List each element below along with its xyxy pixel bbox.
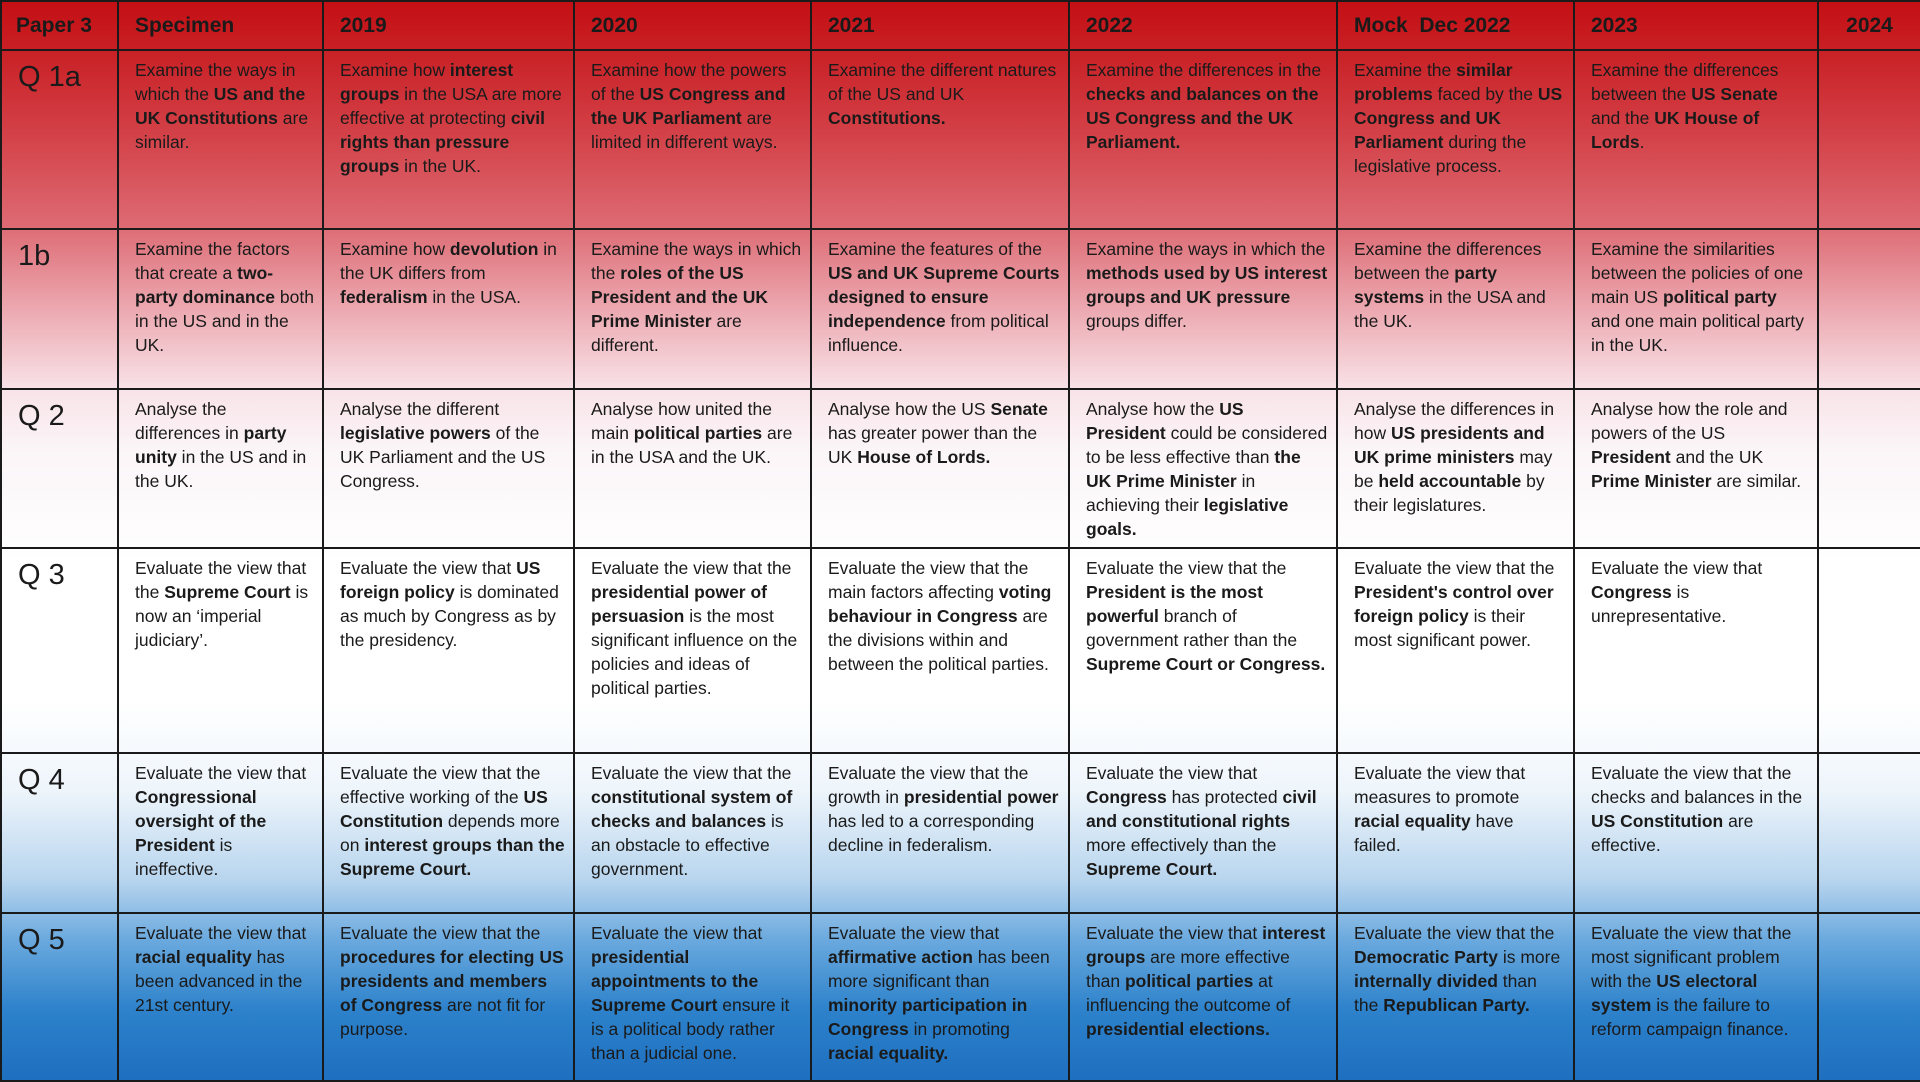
question-text: Evaluate the view that measures to promote [1354,763,1531,807]
question-text-bold: party unity [135,423,292,467]
question-text: has protected [1166,787,1283,807]
question-text: ensure it is a political body rather than a judicial one. [591,995,795,1063]
header-cell-2024: 2024 [1818,1,1920,50]
question-text: are limited in different ways. [591,108,778,152]
question-cell-2021 [811,753,1069,913]
question-text: Examine the factors that create a [135,239,295,283]
header-cell-2023: 2023 [1574,1,1818,50]
question-text-bold: held accountable [1378,471,1522,491]
question-text-bold: roles of the US President and the UK Prime Minister [591,263,773,331]
question-text: Evaluate the view that the growth in [828,763,1034,807]
question-text: has been more significant than [828,947,1055,991]
question-cell-2019 [323,913,574,1081]
question-text: Evaluate the view that the [135,558,312,602]
question-label: Q 5 [1,913,118,1081]
question-cell-2020 [574,229,811,389]
question-cell-2020 [574,389,811,548]
question-cell-2020 [574,548,811,753]
header-cell-specimen: Specimen [118,1,323,50]
question-text: and one main political party in the UK. [1591,287,1809,355]
question-cell-2024 [1818,913,1920,1081]
question-text: Evaluate the view that [135,923,312,943]
question-text: is an obstacle to effective government. [591,811,789,879]
question-text-bold: legislative powers [340,423,491,443]
header-cell-mock-dec-2022: Mock Dec 2022 [1337,1,1574,50]
question-text-bold: Congress [1591,582,1672,602]
question-cell-2024 [1818,389,1920,548]
question-text: Evaluate the view that the [340,923,546,943]
question-text: and the [1591,84,1783,128]
question-text-bold: political party [1662,287,1777,307]
question-cell-2024 [1818,50,1920,229]
question-text-bold: US Congress and UK Parliament [1354,84,1568,152]
question-text: Analyse how the role and powers of the US [1591,399,1793,443]
question-text-bold: affirmative action [828,947,973,967]
question-cell-2021 [811,389,1069,548]
question-text: Examine the similarities between the policies of one main US [1591,239,1808,307]
question-cell-2022 [1069,548,1337,753]
question-text: are in the USA and the UK. [591,423,798,467]
question-text-bold: the UK Prime Minister [1086,447,1306,491]
question-text: at influencing the outcome of [1086,971,1296,1015]
question-text: is now an ‘imperial judiciary’. [135,582,313,650]
question-text: Examine the features of the [828,239,1047,259]
question-text: Evaluate the view that [1591,558,1768,578]
question-text-bold: civil rights than pressure groups [340,108,550,176]
question-cell-2024 [1818,229,1920,389]
question-cell-specimen [118,229,323,389]
question-text-bold: internally divided [1354,971,1498,991]
question-text: Evaluate the view that the most significant problem with the [1591,923,1797,991]
question-text-bold: political parties [1124,971,1254,991]
question-text-bold: civil and constitutional rights [1086,787,1322,831]
question-cell-2019 [323,753,574,913]
question-cell-2023 [1574,913,1818,1081]
question-text: are similar. [135,108,313,152]
question-text-bold: President [1591,447,1671,467]
question-text-bold: two-party dominance [135,263,276,307]
question-cell-2022 [1069,50,1337,229]
question-text-bold: US and the UK Constitutions [135,84,311,128]
question-text-bold: methods used by US interest groups and UK pressure [1086,263,1333,307]
header-cell-2021: 2021 [811,1,1069,50]
question-text: Evaluate the view that [1086,923,1263,943]
question-cell-2023 [1574,389,1818,548]
question-text-bold: procedures for electing US presidents and members of Congress [340,947,569,1015]
question-text: Evaluate the view that the main factors affecting [828,558,1034,602]
question-text: is the failure to reform campaign finance. [1591,995,1789,1039]
question-text-bold: racial equality. [828,1043,949,1063]
question-cell-2022 [1069,229,1337,389]
question-text: of the UK Parliament and the US Congress. [340,423,551,491]
question-text: in the USA and the UK. [1354,287,1551,331]
question-text: in the USA are more effective at protecting [340,84,567,128]
question-cell-specimen [118,50,323,229]
question-text: groups differ. [1086,287,1296,331]
question-label: Q 2 [1,389,118,548]
question-text-bold: checks and balances on the US Congress and the UK Parliament. [1086,84,1324,152]
question-cell-2019 [323,50,574,229]
question-text: Evaluate the view that the [1086,558,1292,578]
question-text-bold: US presidents and UK prime ministers [1354,423,1550,467]
question-text-bold: US Constitution [1591,811,1724,831]
question-text: has led to a corresponding decline in federalism. [828,787,1064,855]
question-text: could be considered to be less effective than [1086,423,1333,467]
question-text: Analyse how united the main [591,399,777,443]
question-cell-mock-dec-2022 [1337,548,1574,753]
question-cell-mock-dec-2022 [1337,389,1574,548]
question-text: Evaluate the view that the [1354,558,1560,578]
question-cell-mock-dec-2022 [1337,753,1574,913]
question-cell-specimen [118,389,323,548]
question-label: Q 1a [1,50,118,229]
question-text-bold: House of Lords. [857,447,991,467]
question-row-q5 [1,913,1920,1081]
question-text-bold: Congress [1086,787,1167,807]
question-text-bold: federalism [340,287,428,307]
question-cell-2020 [574,753,811,913]
question-text: are the divisions within and between the political parties. [828,606,1053,674]
question-text-bold: political parties [633,423,763,443]
question-text: Evaluate the view that [591,923,768,943]
question-text: Examine the differences between the [1591,60,1784,104]
question-cell-2022 [1069,389,1337,548]
question-text: is dominated as much by Congress as by the presidency. [340,582,564,650]
question-row-q4 [1,753,1920,913]
question-text-bold: minority participation in Congress [828,995,1033,1039]
question-text-bold: US foreign policy [340,558,546,602]
question-row-q3 [1,548,1920,753]
question-text: Analyse how the [1086,399,1220,419]
question-text-bold: Supreme Court. [1086,859,1218,879]
question-cell-2019 [323,229,574,389]
question-text: Examine the [1354,60,1457,80]
question-text: and the UK [1670,447,1769,467]
question-text-bold: Constitutions. [828,108,946,128]
question-cell-2022 [1069,913,1337,1081]
question-text: in the UK. [399,156,482,176]
question-text: is ineffective. [135,835,238,879]
question-cell-2019 [323,548,574,753]
question-text: has been advanced in the 21st century. [135,947,308,1015]
question-text: Examine the differences between the [1354,239,1547,283]
question-cell-2020 [574,913,811,1081]
question-cell-2023 [1574,229,1818,389]
header-cell-2020: 2020 [574,1,811,50]
question-text: faced by the [1432,84,1538,104]
question-row-q1a [1,50,1920,229]
question-text: Examine the ways in which the [591,239,806,283]
question-text-bold: US President [1086,399,1249,443]
question-text: Evaluate the view that [135,763,312,783]
question-cell-2021 [811,913,1069,1081]
question-text: Examine how [340,60,450,80]
question-text: in achieving their [1086,471,1261,515]
question-cell-2024 [1818,548,1920,753]
question-text-bold: constitutional system of checks and balances [591,787,798,831]
question-text: more effectively than the [1086,811,1296,855]
question-text-bold: interest groups than the Supreme Court. [340,835,570,879]
question-text: Evaluate the view that the [1354,923,1560,943]
question-text: from political influence. [828,311,1054,355]
question-text-bold: racial equality [135,947,252,967]
question-cell-2019 [323,389,574,548]
question-text: Evaluate the view that the [591,763,797,783]
header-cell-2019: 2019 [323,1,574,50]
question-text-bold: presidential appointments to the Supreme Court [591,947,764,1015]
question-text: Examine the different natures of the US and UK [828,60,1062,104]
question-cell-specimen [118,753,323,913]
question-text: are more effective than [1086,947,1295,991]
question-text: both in the US and in the UK. [135,287,319,355]
header-cell-paper: Paper 3 [1,1,118,50]
question-text: is their most significant power. [1354,606,1532,650]
question-text: during the legislative process. [1354,132,1532,176]
question-text-bold: devolution [449,239,539,259]
question-text: by their legislatures. [1354,471,1550,515]
question-text: in the US and in the UK. [135,447,312,491]
question-text-bold: Supreme Court [164,582,291,602]
question-text-bold: President is the most powerful [1086,582,1268,626]
question-text-bold: UK House of Lords [1591,108,1765,152]
question-text-bold: Republican Party. [1383,995,1530,1015]
question-text: are not fit for purpose. [340,995,551,1039]
question-text-bold: presidential elections. [1086,1019,1270,1039]
question-text: Analyse the different [340,399,505,419]
question-text: has greater power than the UK [828,399,1053,467]
question-text: Examine the differences in the [1086,60,1326,80]
header-row [1,1,1920,50]
question-text-bold: legislative goals. [1086,495,1294,539]
question-text: Evaluate the view that the checks and balances in the [1591,763,1807,807]
question-text-bold: Senate [990,399,1048,419]
question-text: than the [1354,971,1542,1015]
question-text: is more [1497,947,1566,967]
question-cell-mock-dec-2022 [1337,229,1574,389]
question-text: is unrepresentative. [1591,582,1727,626]
question-text: Examine how the powers of the [591,60,792,104]
question-text: are different. [591,311,747,355]
question-text: in promoting [908,1019,1015,1039]
question-cell-specimen [118,548,323,753]
question-text-bold: President's control over foreign policy [1354,582,1559,626]
question-text-bold: presidential power of persuasion [591,582,772,626]
question-text-bold: presidential power [903,787,1059,807]
question-text: Analyse the differences in [135,399,244,443]
question-text: Examine the ways in which the [1086,239,1331,259]
question-text: . [1639,132,1645,152]
question-text: Examine how [340,239,450,259]
question-text-bold: US Constitution [340,787,553,831]
question-text-bold: similar problems [1354,60,1518,104]
question-text: may be [1354,447,1558,491]
question-cell-2023 [1574,50,1818,229]
question-text-bold: US electoral system [1591,971,1763,1015]
header-cell-2022: 2022 [1069,1,1337,50]
question-cell-2021 [811,229,1069,389]
question-cell-specimen [118,913,323,1081]
question-text: are similar. [1711,471,1802,491]
question-label: Q 4 [1,753,118,913]
question-text-bold: US Congress and the UK Parliament [591,84,791,128]
question-label: Q 3 [1,548,118,753]
question-cell-2021 [811,50,1069,229]
question-text: in the UK differs from [340,239,562,283]
question-label: 1b [1,229,118,389]
question-cell-2022 [1069,753,1337,913]
question-cell-2021 [811,548,1069,753]
question-text-bold: US and UK Supreme Courts designed to ensure independence [828,263,1065,331]
question-text-bold: racial equality [1354,811,1471,831]
question-text-bold: Democratic Party [1354,947,1498,967]
question-text: are effective. [1591,811,1759,855]
question-text: depends more on [340,811,565,855]
question-text: Analyse the differences in how [1354,399,1559,443]
question-cell-mock-dec-2022 [1337,913,1574,1081]
question-text: Analyse how the US [828,399,991,419]
question-text: Evaluate the view that [1086,763,1263,783]
question-text-bold: interest groups [340,60,519,104]
question-text: Evaluate the view that [828,923,1005,943]
question-text-bold: Congressional oversight of the President [135,787,272,855]
question-cell-2020 [574,50,811,229]
question-cell-2024 [1818,753,1920,913]
question-text: in the USA. [427,287,521,307]
question-text-bold: Supreme Court or Congress. [1086,654,1326,674]
question-text: have failed. [1354,811,1519,855]
question-text-bold: voting behaviour in Congress [828,582,1057,626]
question-text-bold: US Senate [1691,84,1778,104]
question-cell-2023 [1574,753,1818,913]
question-text-bold: party systems [1354,263,1502,307]
question-text-bold: interest groups [1086,923,1331,967]
question-text: is the most significant influence on the policies and ideas of political parties. [591,606,803,698]
question-row-q2 [1,389,1920,548]
question-cell-2023 [1574,548,1818,753]
question-text: Evaluate the view that the effective working of the [340,763,546,807]
question-text: branch of government rather than the [1086,606,1302,650]
question-cell-mock-dec-2022 [1337,50,1574,229]
question-text: Evaluate the view that the [591,558,797,578]
question-text-bold: Prime Minister [1591,471,1712,491]
question-text: Examine the ways in which the [135,60,301,104]
question-text: Evaluate the view that [340,558,517,578]
question-row-q1b [1,229,1920,389]
